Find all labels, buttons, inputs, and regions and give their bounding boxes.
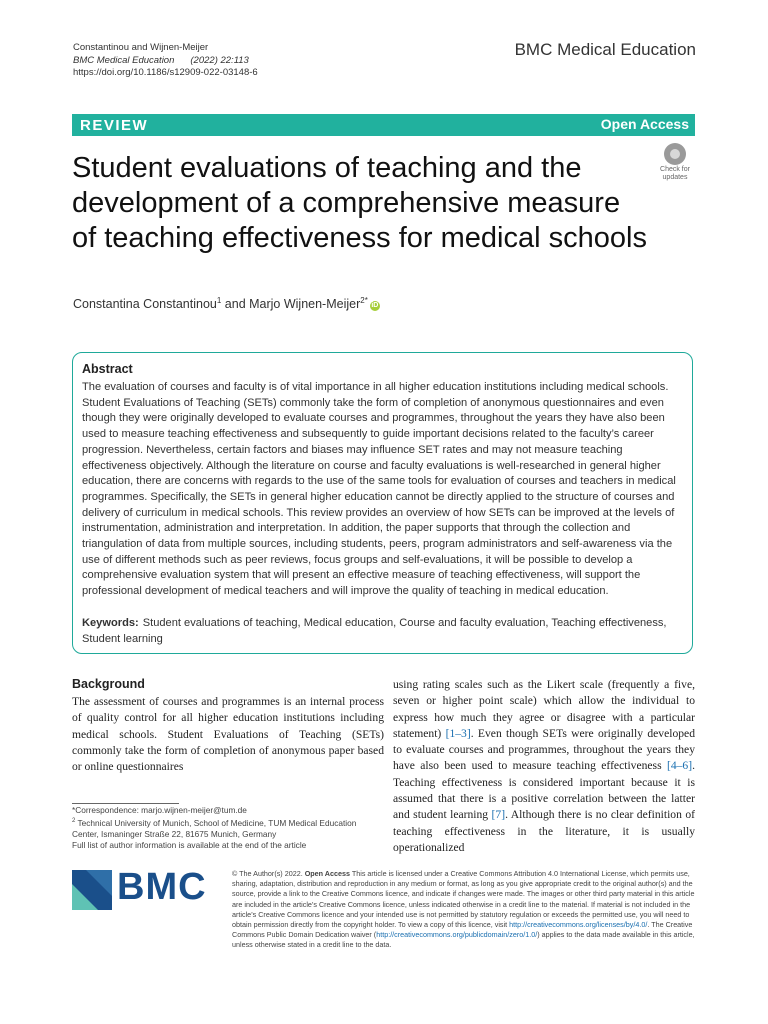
abstract-text: The evaluation of courses and faculty is of vital importance in all higher education institutions including medical schools. Student Evaluations of Teaching (SETs) commonly take the form of completion of anonymous questionnaires and even though they were originally developed to evaluate courses and programmes, throughout the years they have also been used to measure teaching effectiveness and subsequently to guide important decisions related to the faculty’s career progression. Nevertheless, certain factors and biases may influence SET rates and may not measure teaching effectiveness objectively. Although the literature on course and faculty evaluations is well-researched in general higher education, there are concerns with regards to the use of the same tools for evaluation of courses and teachers in medical programmes. Specifically, the SETs in general higher education cannot be directly applied to the structure of courses and delivery of curriculum in medical schools. This review provides an overview of how SETs can be improved at the levels of instrumentation, administration and interpretation. In addition, the paper supports that through the collection and triangulation of data from multiple sources, including students, peers, program administrators and self-awareness via the use of different methods such as peer reviews, focus groups and self-evaluations, it will be possible to develop a comprehensive evaluation system that will present an effective measure of teaching effectiveness, will support the professional development of medical teachers and will improve the quality of teaching in medical education.	[82, 381, 676, 598]
citation-link[interactable]: [7]	[491, 808, 506, 822]
section-heading: Background	[72, 677, 145, 691]
affiliation-note: Technical University of Munich, School of Medicine, TUM Medical Education Center, Ismaninger Straße 22, 81675 Munich, Germany	[72, 817, 357, 839]
affiliation-sup: 2	[72, 818, 76, 824]
license-text	[232, 869, 696, 951]
license-link[interactable]: http://creativecommons.org/publicdomain/zero/1.0/	[376, 930, 538, 940]
author-affiliation-sup: 2*	[360, 296, 368, 305]
citation-link[interactable]: [4–6]	[666, 759, 693, 773]
check-for-updates-label: Check for updates	[660, 166, 690, 181]
author-list	[73, 296, 380, 311]
abstract-box	[72, 352, 693, 654]
article-type-label: REVIEW	[80, 117, 149, 134]
header-volume: (2022) 22:113	[190, 54, 249, 66]
keywords	[82, 616, 685, 647]
footnotes	[72, 805, 372, 851]
header-doi-link[interactable]: https://doi.org/10.1186/s12909-022-03148-6	[73, 67, 258, 78]
footnote-divider	[72, 803, 179, 804]
orcid-icon[interactable]: iD	[371, 302, 379, 310]
author-info-note: Full list of author information is available at the end of the article	[72, 839, 307, 850]
article-title: Student evaluations of teaching and the development of a comprehensive measure of teaching effectiveness for medical schools	[72, 152, 647, 254]
open-access-label: Open Access	[600, 116, 689, 132]
license-body: . The Creative Commons Public Domain Dedication waiver (	[232, 920, 693, 940]
keywords-list: Student evaluations of teaching, Medical education, Course and faculty evaluation, Teaching effectiveness, Student learning	[82, 617, 667, 645]
header-journal: BMC Medical Education	[73, 54, 175, 66]
author-name[interactable]: Marjo Wijnen-Meijer	[249, 297, 361, 312]
bmc-logo-icon	[72, 870, 112, 910]
license-link[interactable]: http://creativecommons.org/licenses/by/4.0/	[509, 920, 648, 930]
body-text: . Teaching effectiveness is considered important because it is assumed that there is a positive correlation between the latter and student learning	[393, 759, 695, 822]
body-column-left: The assessment of courses and programmes is an internal process of quality control for all higher education institutions including medical schools. Student Evaluations of Teaching (SETs) commonly take the form of completion of anonymous paper based or online questionnaires	[72, 695, 384, 774]
author-affiliation-sup: 1	[216, 296, 222, 305]
license-body: ) applies to the data made available in this article, unless otherwise stated in a credit line to the data.	[232, 930, 695, 950]
author-name[interactable]: Constantina Constantinou	[73, 297, 217, 312]
license-open-access: Open Access	[304, 869, 350, 878]
abstract-heading: Abstract	[82, 362, 133, 376]
license-copyright: © The Author(s) 2022.	[232, 869, 305, 878]
header-authors: Constantinou and Wijnen-Meijer	[73, 42, 209, 53]
body-column-right	[393, 677, 695, 856]
running-header	[73, 42, 258, 80]
bmc-logo	[72, 868, 222, 914]
bmc-logo-mark	[72, 870, 112, 910]
license-body: This article is licensed under a Creative Commons Attribution 4.0 International License, which permits use, sharing, adaptation, distribution and reproduction in any medium or format, as long as you give appropriate credit to the original author(s) and the source, provide a link to the Creative Commons licence, and indicate if changes were made. The images or other third party material in this article are included in the article’s Creative Commons licence, unless indicated otherwise in a credit line to the material. If material is not included in the article’s Creative Commons licence and your intended use is not permitted by statutory regulation or exceeds the permitted use, you will need to obtain permission directly from the copyright holder. To view a copy of this licence, visit	[232, 869, 695, 930]
author-conjunction: and	[221, 297, 250, 312]
check-for-updates-badge[interactable]	[653, 140, 697, 184]
check-for-updates-icon	[664, 143, 686, 165]
correspondence-note: *Correspondence: marjo.wijnen-meijer@tum.de	[72, 805, 247, 815]
body-text: using rating scales such as the Likert scale (frequently a five, seven or higher point scale) which allow the individual to express how much they agree or disagree with a particular statement)	[393, 678, 695, 740]
bmc-logo-text: BMC	[117, 866, 207, 908]
article-type-banner	[72, 114, 695, 136]
citation-link[interactable]: [1–3]	[445, 726, 471, 740]
body-text: . Although there is no clear definition of teaching effectiveness in the literature, it is usually operationalized	[393, 808, 695, 854]
keywords-label: Keywords:	[82, 617, 139, 629]
journal-name: BMC Medical Education	[514, 40, 696, 59]
body-text: . Even though SETs were originally developed to evaluate courses and programmes, throughout the years they have also been used to measure teaching effectiveness	[393, 726, 695, 773]
